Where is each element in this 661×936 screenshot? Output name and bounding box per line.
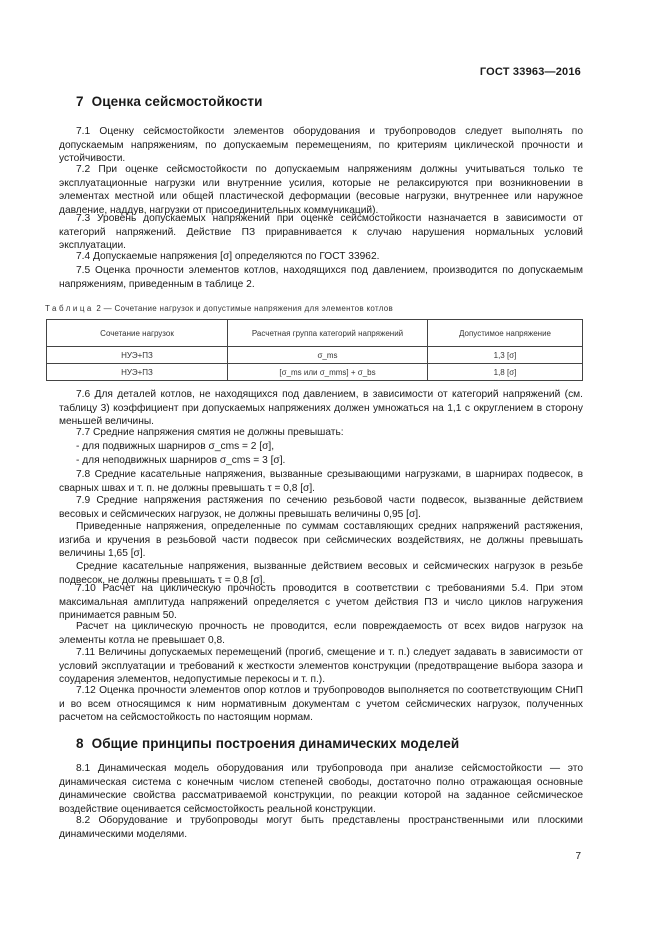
paragraph-7-11: 7.11 Величины допускаемых перемещений (прогиб, смещение и т. п.) следует задавать в зависимости от условий эксплуатации и требований к жесткости элементов конструкции (предотвращение выбора зазора и соударения элементов, недопустимые перекосы и т. п.). (59, 647, 583, 685)
table-cell: НУЭ+ПЗ (47, 364, 228, 381)
table-header-cell: Сочетание нагрузок (47, 320, 228, 347)
paragraph-8-1: 8.1 Динамическая модель оборудования или трубопровода при анализе сейсмостойкости — это динамическая система с конечным числом степеней свободы, достаточно полно отражающая основные динамические свойства рассматриваемой конструкции, по реакции которой на заданное сейсмическое воздействие оценивается сейсмостойкость реальной конструкции. (59, 763, 583, 815)
table-row (47, 364, 583, 381)
paragraph-7-10-b: Расчет на циклическую прочность не проводится, если повреждаемость от всех видов нагрузок на элементы котла не превышает 0,8. (59, 621, 583, 646)
paragraph-7-9: 7.9 Средние напряжения растяжения по сечению резьбовой части подвесок, вызванные действием весовых и сейсмических нагрузок, не должны превышать величины 0,95 [σ]. (59, 495, 583, 520)
table-caption-prefix: Таблица (45, 304, 94, 313)
table-header-row (47, 320, 583, 347)
paragraph-7-1: 7.1 Оценку сейсмостойкости элементов оборудования и трубопроводов следует выполнять по допускаемым напряжениям, по допускаемым перемещениям, по критериям циклической прочности и устойчивости. (59, 126, 583, 164)
table-cell: 1,8 [σ] (428, 364, 583, 381)
table-row (47, 347, 583, 364)
paragraph-7-9-c: Средние касательные напряжения, вызванные действием весовых и сейсмических нагрузок в резьбе подвесок, не должны превышать τ = 0,8 [σ]. (59, 561, 583, 586)
standard-number: ГОСТ 33963—2016 (479, 66, 581, 78)
table-2-caption (45, 304, 393, 313)
paragraph-7-5: 7.5 Оценка прочности элементов котлов, находящихся под давлением, производится по допускаемым напряжениям, приведенным в таблице 2. (59, 265, 583, 290)
section-7-number: 7 (76, 94, 84, 109)
table-header-cell: Допустимое напряжение (428, 320, 583, 347)
paragraph-7-7: 7.7 Средние напряжения смятия не должны превышать: (76, 427, 344, 438)
paragraph-7-3: 7.3 Уровень допускаемых напряжений при оценке сейсмостойкости назначается в зависимости от категорий напряжений. Действие ПЗ приравнивается к случаю нарушения нормальных условий эксплуатации. (59, 213, 583, 251)
table-cell: 1,3 [σ] (428, 347, 583, 364)
section-8-number: 8 (76, 736, 84, 751)
page-number: 7 (575, 851, 581, 862)
paragraph-7-9-b: Приведенные напряжения, определенные по суммам составляющих средних напряжений растяжения, изгиба и кручения в резьбовой части подвесок при сейсмических воздействиях, не должны превышать величины 1,65 [σ]. (59, 521, 583, 559)
section-8-title: Общие принципы построения динамических моделей (91, 736, 460, 751)
table-caption-text: 2 — Сочетание нагрузок и допустимые напряжения для элементов котлов (96, 304, 394, 313)
paragraph-8-2: 8.2 Оборудование и трубопроводы могут быть представлены пространственными или плоскими динамическими моделями. (59, 815, 583, 840)
paragraph-7-12: 7.12 Оценка прочности элементов опор котлов и трубопроводов выполняется по соответствующим СНиП и во всем относящимся к ним нормативным документам с учетом сейсмических нагрузок, полученных расчетом на сейсмостойкость по настоящим нормам. (59, 685, 583, 723)
paragraph-7-4: 7.4 Допускаемые напряжения [σ] определяются по ГОСТ 33962. (76, 251, 380, 262)
section-7-title: Оценка сейсмостойкости (91, 94, 263, 109)
paragraph-7-10: 7.10 Расчет на циклическую прочность проводится в соответствии с требованиями 5.4. При этом максимальная амплитуда напряжений определяется с учетом действия ПЗ и число циклов нагружения принимается равным 50. (59, 583, 583, 621)
table-cell: [σ_ms или σ_mms] + σ_bs (228, 364, 428, 381)
paragraph-7-2: 7.2 При оценке сейсмостойкости по допускаемым напряжениям должны учитываться только те эксплуатационные нагрузки или внутренние усилия, которые не релаксируются при возникновении в элементах местной или общей пластической деформации (весовые нагрузки, внутреннее или наружное давление, наддув, нагрузки от присоединительных коммуникаций). (59, 164, 583, 216)
paragraph-7-8: 7.8 Средние касательные напряжения, вызванные срезывающими нагрузками, в шарнирах подвесок, в сварных швах и т. п. не должны превышать τ = 0,8 [σ]. (59, 469, 583, 494)
section-8-heading (76, 736, 459, 751)
table-cell: σ_ms (228, 347, 428, 364)
table-header-cell: Расчетная группа категорий напряжений (228, 320, 428, 347)
table-cell: НУЭ+ПЗ (47, 347, 228, 364)
paragraph-7-7-a: - для подвижных шарниров σ_cms = 2 [σ], (76, 441, 275, 452)
table-2 (46, 319, 583, 381)
paragraph-7-6: 7.6 Для деталей котлов, не находящихся под давлением, в зависимости от категорий напряжений (см. таблицу 3) коэффициент при допускаемых напряжениях должен умножаться на 1,1 с округлением в сторону меньшей величины. (59, 389, 583, 427)
section-7-heading (76, 94, 263, 109)
paragraph-7-7-b: - для неподвижных шарниров σ_cms = 3 [σ]. (76, 455, 286, 466)
